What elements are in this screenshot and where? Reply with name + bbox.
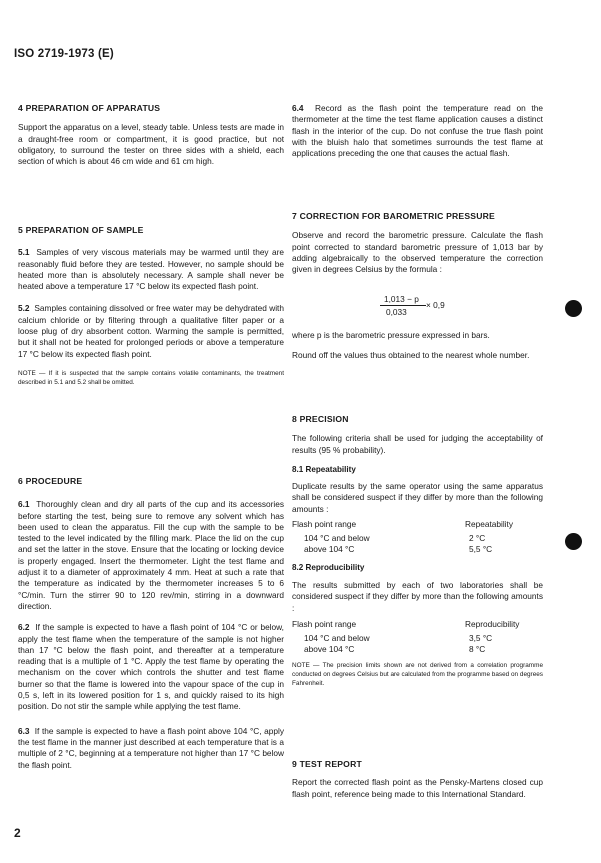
section-6-1 — [18, 499, 284, 612]
section-8-intro: The following criteria shall be used for judging the acceptability of results (95 % probability). — [292, 433, 543, 455]
section-5-1-number: 5.1 — [18, 247, 30, 258]
section-9 — [292, 759, 543, 800]
section-5-note: NOTE — If it is suspected that the sample contains volatile contaminants, the treatment described in 5.1 and 5.2 shall be omitted. — [18, 369, 284, 386]
section-7-where: where p is the barometric pressure expressed in bars. — [292, 330, 490, 340]
section-5-2-text: Samples containing dissolved or free water may be dehydrated with calcium chloride or by filtering through a qualitative filter paper or a loose plug of dry absorbent cotton. Warming the sample is permitted, but it shall not be heated for prolonged periods or above a temperature 17 °C below its expected flash point. — [18, 303, 284, 359]
margin-marker-dot — [565, 300, 582, 317]
section-5-1-text: Samples of very viscous materials may be warmed until they are reasonably fluid before they are tested. However, no sample should be heated more than is absolutely necessary. A sample shall never be heated above a temperature 17 °C below its expected flash point. — [18, 247, 284, 292]
section-5-2-number: 5.2 — [18, 303, 30, 314]
section-6-4 — [292, 103, 543, 159]
reproducibility-table — [292, 619, 543, 656]
table-cell: above 104 °C — [304, 644, 355, 655]
fraction-bar — [380, 305, 426, 306]
section-6 — [18, 476, 284, 771]
section-5-2 — [18, 303, 284, 359]
section-8-title: 8 PRECISION — [292, 414, 349, 424]
table-cell: 104 °C and below — [304, 633, 370, 644]
section-8-2-title: 8.2 Reproducibility — [292, 562, 365, 572]
section-7-after — [292, 330, 543, 362]
section-6-2-number: 6.2 — [18, 622, 30, 633]
margin-marker-dot — [565, 533, 582, 550]
section-7-title: 7 CORRECTION FOR BAROMETRIC PRESSURE — [292, 211, 495, 221]
section-7-round: Round off the values thus obtained to the nearest whole number. — [292, 350, 530, 361]
section-8-note: NOTE — The precision limits shown are not derived from a correlation programme conducted on degrees Celsius but are calculated from the programme based on degrees Fahrenheit. — [292, 662, 543, 687]
section-6-1-text: Thoroughly clean and dry all parts of the cup and its accessories before starting the test, being sure to remove any solvent which has been used to clean the apparatus. Fill the cup with the sample to be tested to the level indicated by the filling mark. Place the lid on the cup and set the latter in the stove. Ensure that the locating or locking device is properly engaged. Insert the thermometer. Light the test flame and adjust it to a diameter of approximately 4 mm. Heat at such a rate that the temperature as indicated by the thermometer increases 5 to 6 °C/min. Turn the stirrer 90 to 120 rev/min, stirring in a downward direction. — [18, 499, 284, 611]
section-8 — [292, 414, 543, 688]
section-6-3-number: 6.3 — [18, 725, 30, 736]
section-5-1 — [18, 247, 284, 292]
table-cell: 5,5 °C — [469, 544, 493, 555]
table-header-row — [292, 619, 543, 630]
section-8-1-title: 8.1 Repeatability — [292, 464, 356, 474]
section-4 — [18, 103, 284, 167]
section-6-2-text: If the sample is expected to have a flash point of 104 °C or below, apply the test flame when the temperature of the sample is not higher than 17 °C below the flash point, and thereafter at a temperature reading that is a multiple of 1 °C. Apply the test flame by operating the mechanism on the cover which controls the shutter and test flame burner so that the flame is lowered into the vapour space of the cup in 0,5 s, left in its lowered position for 1 s, and quickly raised to its high position. Do not stir the sample while applying the test flame. — [18, 622, 284, 712]
section-8-2-text: The results submitted by each of two laboratories shall be considered suspect if they differ by more than the following amounts : — [292, 579, 543, 613]
section-6-title: 6 PROCEDURE — [18, 476, 83, 486]
section-9-title: 9 TEST REPORT — [292, 759, 362, 769]
table-row — [292, 630, 543, 644]
section-5 — [18, 225, 284, 387]
table-row — [292, 644, 543, 655]
table-header-row — [292, 519, 543, 530]
section-7 — [292, 211, 543, 275]
section-5-title: 5 PREPARATION OF SAMPLE — [18, 225, 144, 235]
formula-multiplier: × 0,9 — [426, 300, 445, 310]
section-6-4-text: Record as the flash point the temperature read on the thermometer at the time the test flame application causes a distinct flash in the interior of the cup. Do not confuse the true flash point with the bluish halo that sometimes surrounds the test flame at applications preceding the one that causes the actual flash. — [292, 103, 543, 159]
table-header-cell: Reproducibility — [465, 618, 520, 629]
table-cell: 8 °C — [469, 644, 486, 655]
table-header-cell: Flash point range — [292, 618, 357, 629]
table-row — [292, 530, 543, 544]
barometric-formula — [378, 294, 468, 324]
table-cell: 3,5 °C — [469, 633, 493, 644]
section-6-3 — [18, 726, 284, 771]
repeatability-table — [292, 519, 543, 556]
formula-denominator: 0,033 — [386, 307, 407, 317]
table-header-cell: Flash point range — [292, 519, 357, 530]
section-6-3-text: If the sample is expected to have a flash point above 104 °C, apply the test flame in the manner just described at each temperature that is a multiple of 2 °C, beginning at a temperature not higher than 17 °C below the flash point. — [18, 725, 284, 770]
document-header: ISO 2719-1973 (E) — [14, 48, 114, 60]
table-cell: 2 °C — [469, 533, 486, 544]
table-header-cell: Repeatability — [465, 519, 513, 530]
section-4-text: Support the apparatus on a level, steady table. Unless tests are made in a draught-free room or compartment, it is good practice, but not obligatory, to surround the tester on three sides with a shield, each section of which is about 46 cm wide and 61 cm high. — [18, 122, 284, 167]
section-8-1-text: Duplicate results by the same operator using the same apparatus shall be considered suspect if they differ by more than the following amounts : — [292, 481, 543, 514]
page-number: 2 — [14, 826, 21, 840]
table-cell: 104 °C and below — [304, 533, 370, 544]
section-7-text: Observe and record the barometric pressure. Calculate the flash point corrected to standard barometric pressure of 1,013 bar by adding algebraically to the observed temperature the correction given in degrees Celsius by the formula : — [292, 230, 543, 275]
section-6-4-number: 6.4 — [292, 103, 304, 113]
formula-numerator: 1,013 − p — [384, 294, 419, 304]
table-cell: above 104 °C — [304, 544, 355, 555]
section-6-2 — [18, 622, 284, 712]
section-4-title: 4 PREPARATION OF APPARATUS — [18, 103, 161, 113]
table-row — [292, 544, 543, 555]
section-6-1-number: 6.1 — [18, 499, 30, 510]
section-9-text: Report the corrected flash point as the Pensky-Martens closed cup flash point, reference being made to this International Standard. — [292, 777, 543, 799]
section-6-4-paragraph — [292, 103, 543, 159]
